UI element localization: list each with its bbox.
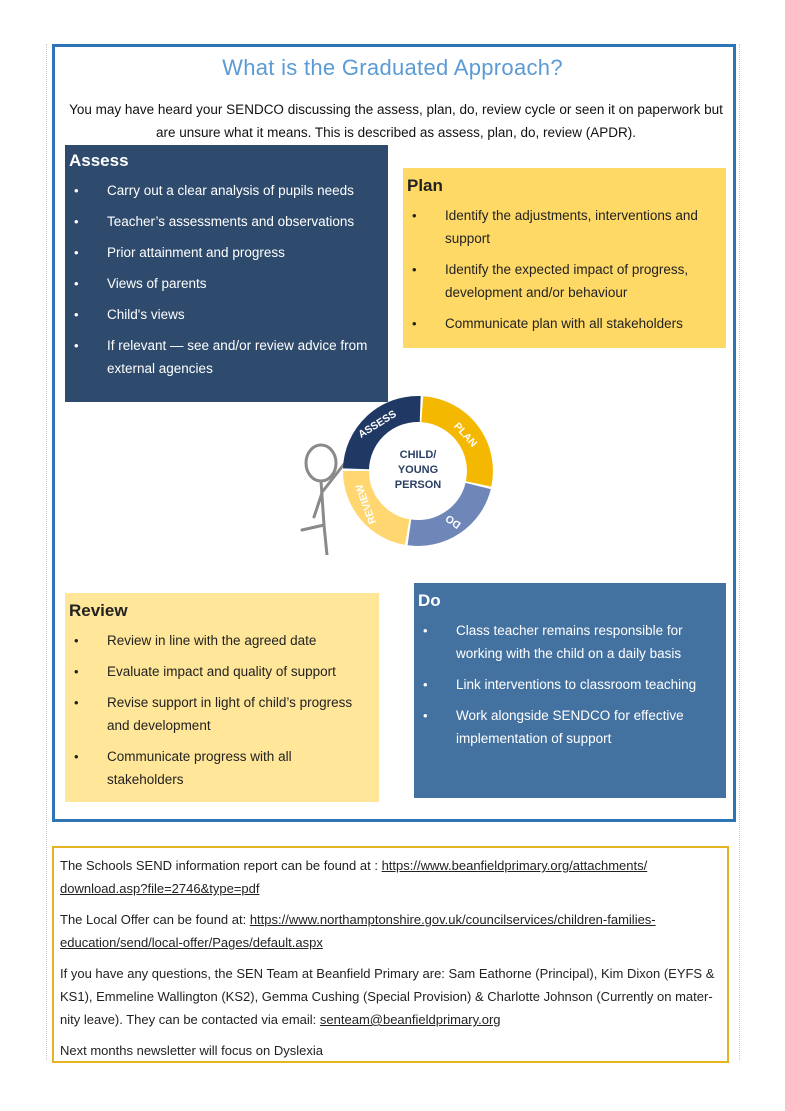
list-item-text: Class teacher remains responsible for working with the child on a daily basis [456, 623, 683, 661]
list-item-text: Child's views [107, 307, 185, 322]
list-item-text: Teacher’s assessments and observations [107, 214, 355, 229]
bullet-icon: • [412, 316, 417, 331]
stick-figure-icon [302, 445, 348, 555]
list-item [418, 704, 708, 750]
sen-team-line-2: KS1), Emmeline Wallington (KS2), Gemma Cushing (Special Provision) & Charlotte Johnson (Currently on mater- [60, 989, 713, 1004]
list-item [69, 272, 370, 295]
sen-team-line-1: If you have any questions, the SEN Team at Beanfield Primary are: Sam Eathorne (Principal), Kim Dixon (EYFS & [60, 966, 715, 981]
list-item-text: Identify the adjustments, interventions and support [445, 208, 698, 246]
bullet-icon: • [74, 307, 79, 322]
assess-heading: Assess [69, 151, 129, 170]
list-item [69, 334, 370, 380]
local-offer-text: The Local Offer can be found at: [60, 912, 250, 927]
review-heading: Review [69, 601, 128, 620]
bullet-icon: • [74, 664, 79, 679]
list-item [407, 204, 708, 250]
send-report-link-part-2[interactable]: download.asp?file=2746&type=pdf [60, 881, 260, 896]
list-item-text: If relevant — see and/or review advice from external agencies [107, 338, 368, 376]
list-item [418, 619, 708, 665]
cycle-center-line-2: YOUNG [397, 464, 439, 476]
bullet-icon: • [423, 708, 428, 723]
plan-box [403, 168, 726, 348]
list-item-text: Views of parents [107, 276, 207, 291]
local-offer-paragraph [60, 908, 717, 954]
review-list [69, 629, 361, 791]
list-item [407, 258, 708, 304]
local-offer-link-part-2[interactable]: education/send/local-offer/Pages/default.aspx [60, 935, 323, 950]
list-item-text: Prior attainment and progress [107, 245, 285, 260]
plan-heading: Plan [407, 176, 443, 195]
bullet-icon: • [74, 276, 79, 291]
sen-team-paragraph [60, 962, 717, 1031]
bullet-icon: • [74, 338, 79, 353]
page-title: What is the Graduated Approach? [222, 55, 563, 80]
list-item [407, 312, 708, 335]
apdr-cycle-diagram [290, 385, 500, 555]
bullet-icon: • [412, 262, 417, 277]
bullet-icon: • [74, 245, 79, 260]
cycle-segment-do [409, 486, 478, 533]
list-item [69, 745, 361, 791]
bullet-icon: • [412, 208, 417, 223]
list-item-text: Revise support in light of child’s progress and development [107, 695, 353, 733]
list-item-text: Identify the expected impact of progress, development and/or behaviour [445, 262, 689, 300]
list-item-text: Work alongside SENDCO for effective implementation of support [456, 708, 684, 746]
do-list [418, 619, 708, 750]
cycle-center-line-3: PERSON [394, 479, 442, 491]
list-item [69, 629, 361, 652]
bullet-icon: • [423, 677, 428, 692]
list-item [69, 210, 370, 233]
assess-list [69, 179, 370, 380]
info-box [52, 846, 729, 1063]
send-report-link-part-1[interactable]: https://www.beanfieldprimary.org/attachments/ [381, 858, 648, 873]
assess-box [65, 145, 388, 402]
list-item [418, 673, 708, 696]
cycle-center-line-1: CHILD/ [399, 449, 437, 461]
cycle-label-assess: ASSESS [356, 408, 399, 441]
bullet-icon: • [74, 214, 79, 229]
bullet-icon: • [74, 183, 79, 198]
do-heading: Do [418, 591, 441, 610]
review-box [65, 593, 379, 802]
bullet-icon: • [74, 633, 79, 648]
send-report-text: The Schools SEND information report can be found at : [60, 858, 382, 873]
list-item-text: Communicate progress with all stakeholders [107, 749, 292, 787]
list-item-text: Link interventions to classroom teaching [456, 677, 697, 692]
intro-paragraph: You may have heard your SENDCO discussing the assess, plan, do, review cycle or seen it on paperwork but are unsure what it means. This is described as assess, plan, do, review (APDR). [69, 102, 723, 140]
next-newsletter-text: Next months newsletter will focus on Dyslexia [60, 1043, 323, 1058]
plan-list [407, 204, 708, 335]
bullet-icon: • [423, 623, 428, 638]
cycle-label-review: REVIEW [353, 482, 379, 526]
list-item [69, 241, 370, 264]
cycle-label-do: DO [443, 512, 464, 531]
list-item-text: Carry out a clear analysis of pupils needs [107, 183, 354, 198]
list-item-text: Review in line with the agreed date [107, 633, 317, 648]
do-box [414, 583, 726, 798]
sen-team-line-3: nity leave). They can be contacted via email: [60, 1012, 320, 1027]
send-report-paragraph [60, 854, 717, 900]
cycle-label-plan: PLAN [451, 420, 480, 450]
list-item [69, 660, 361, 683]
list-item-text: Communicate plan with all stakeholders [445, 316, 683, 331]
bullet-icon: • [74, 695, 79, 710]
list-item [69, 691, 361, 737]
list-item-text: Evaluate impact and quality of support [107, 664, 336, 679]
list-item [69, 303, 370, 326]
bullet-icon: • [74, 749, 79, 764]
local-offer-link-part-1[interactable]: https://www.northamptonshire.gov.uk/councilservices/children-families- [249, 912, 656, 927]
sen-team-email-link[interactable]: senteam@beanfieldprimary.org [319, 1012, 501, 1027]
list-item [69, 179, 370, 202]
